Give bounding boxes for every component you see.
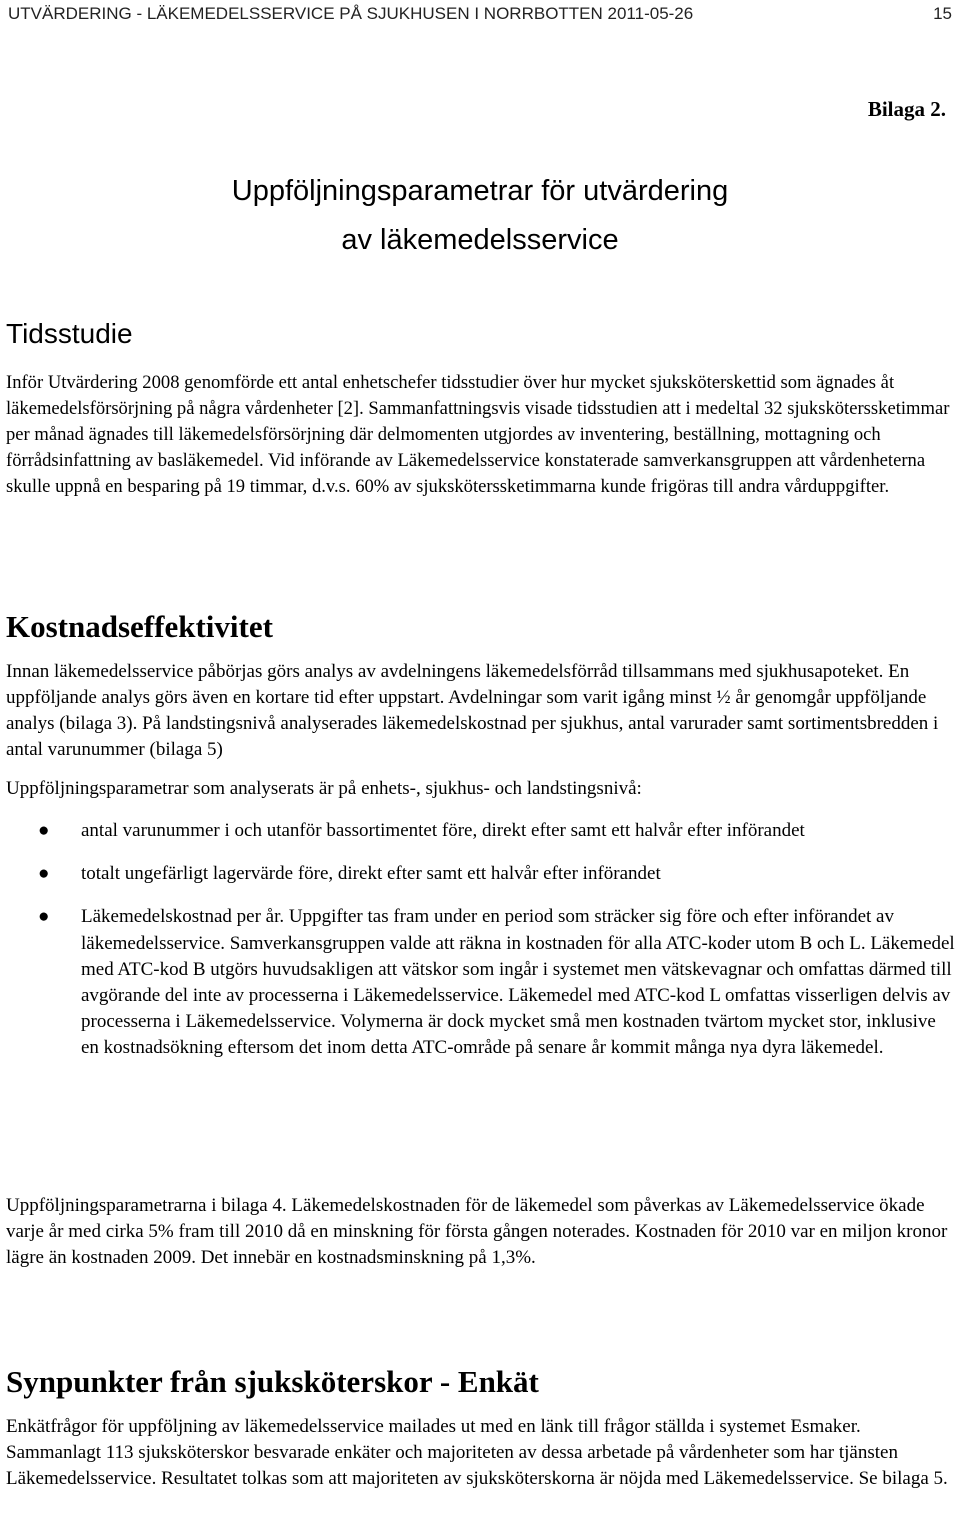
paragraph-kostnad-intro: Uppföljningsparametrar som analyserats är på enhets-, sjukhus- och landstingsnivå: <box>6 778 642 799</box>
appendix-label: Bilaga 2. <box>867 97 946 121</box>
bullet-icon: ● <box>38 863 50 885</box>
list-item-text: totalt ungefärligt lagervärde före, direkt efter samt ett halvår efter införandet <box>81 863 661 885</box>
paragraph-kostnad-slutsats: Uppföljningsparametrarna i bilaga 4. Läkemedelskostnaden för de läkemedel som påverkas av Läkemedelsservice ökade varje år med cirka 5% fram till 2010 då en minskning för första gången noterades. Kostnaden för 2010 var en miljon kronor lägre än kostnaden 2009. Det innebär en kostnadsminskning på 1,3%. <box>6 1195 948 1268</box>
list-item <box>6 904 956 1061</box>
header-title: UTVÄRDERING - LÄKEMEDELSSERVICE PÅ SJUKHUSEN I NORRBOTTEN 2011-05-26 <box>8 4 694 23</box>
paragraph-tidsstudie: Inför Utvärdering 2008 genomförde ett antal enhetschefer tidsstudier över hur mycket sjuksköterskettid som ägnades åt läkemedelsförsörjning på några vårdenheter [2]. Sammanfattningsvis visade tidsstudien att i medeltal 32 sjuksköterssketimmar per månad ägnades till läkemedelsförsörjning där delmomenten utgjordes av inventering, beställning, mottagning och förrådsinfattning av basläkemedel. Vid införande av Läkemedelsservice konstaterade samverkansgruppen att vårdenheterna skulle uppnå en besparing på 19 timmar, d.v.s. 60% av sjuksköterssketimmarna kunde frigöras till andra vårduppgifter. <box>6 372 950 497</box>
heading-kostnadseffektivitet: Kostnadseffektivitet <box>6 609 273 644</box>
page-number: 15 <box>933 4 952 23</box>
heading-enkat: Synpunkter från sjuksköterskor - Enkät <box>6 1364 539 1399</box>
list-item-text: Läkemedelskostnad per år. Uppgifter tas fram under en period som sträcker sig före och efter införandet av läkemedelsservice. Samverkansgruppen valde att räkna in kostnaden för alla ATC-koder utom B och L. Läkemedel med ATC-kod B utgörs huvudsakligen att vätskor som ingår i systemet men vätskevagnar och omfattas därmed till avgörande del inte av processerna i Läkemedelsservice. Läkemedel med ATC-kod L omfattas visserligen delvis av processerna i Läkemedelsservice. Volymerna är dock mycket små men kostnaden tvärtom mycket stor, inklusive en kostnadsökning eftersom det inom detta ATC-område på senare år kommit många nya dyra läkemedel. <box>81 906 955 1059</box>
paragraph-enkat: Enkätfrågor för uppföljning av läkemedelsservice mailades ut med en länk till frågor ställda i systemet Esmaker. Sammanlagt 113 sjuksköterskor besvarade enkäter och majoriteten av dessa arbetade på vårdenheter som har tjänsten Läkemedelsservice. Resultatet tolkas som att majoriteten av sjuksköterskorna är nöjda med Läkemedelsservice. Se bilaga 5. <box>6 1416 948 1489</box>
document-title-line-1: Uppföljningsparametrar för utvärdering <box>231 175 729 207</box>
heading-tidsstudie: Tidsstudie <box>6 318 133 349</box>
list-item <box>6 818 956 844</box>
document-title-line-2: av läkemedelsservice <box>341 224 619 256</box>
list-item-text: antal varunummer i och utanför bassortimentet före, direkt efter samt ett halvår efter införandet <box>81 820 805 841</box>
bullet-icon: ● <box>38 906 50 928</box>
paragraph-kostnad-analys: Innan läkemedelsservice påbörjas görs analys av avdelningens läkemedelsförråd tillsammans med sjukhusapoteket. En uppföljande analys görs även en kortare tid efter uppstart. Avdelningar som varit igång minst ½ år genomgår uppföljande analys (bilaga 3). På landstingsnivå analyserades läkemedelskostnad per sjukhus, antal varurader samt sortimentsbredden i antal varunummer (bilaga 5) <box>6 661 939 760</box>
bullet-icon: ● <box>38 820 50 841</box>
parameter-list <box>6 818 956 1062</box>
running-header <box>8 4 952 24</box>
list-item <box>6 861 956 887</box>
